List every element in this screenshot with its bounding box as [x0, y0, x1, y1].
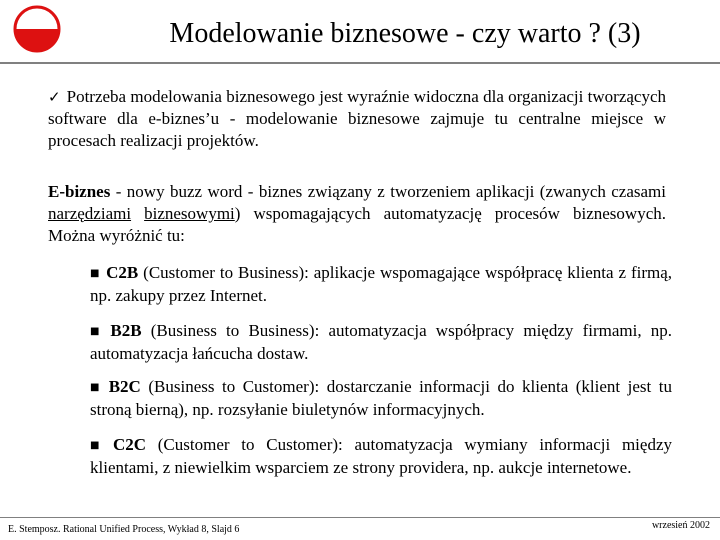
definition-text-pre: - nowy buzz word - biznes związany z tworzeniem aplikacji (zwanych czasami [110, 182, 666, 201]
square-bullet-icon: ■ [90, 326, 105, 337]
bullet-code: B2B [110, 321, 142, 340]
intro-paragraph [48, 86, 666, 152]
square-bullet-icon: ■ [90, 440, 107, 451]
definition-text-between [131, 204, 144, 223]
square-bullet-icon: ■ [90, 382, 103, 393]
footer-divider [0, 517, 720, 518]
bullet-text: (Customer to Customer): automatyzacja wymiany informacji między klientami, z niewielkim wsparciem ze strony providera, np. aukcje internetowe. [90, 435, 672, 477]
definition-underlined-2: biznesowymi [144, 204, 235, 223]
square-bullet-icon: ■ [90, 268, 101, 279]
footer-credit: E. Stemposz. Rational Unified Process, Wykład 8, Slajd 6 [8, 524, 240, 535]
bullet-item [90, 262, 672, 307]
title-divider [0, 62, 720, 64]
definition-text-post: ) wspomagających automatyzację procesów biznesowych. Można wyróżnić tu: [48, 204, 666, 245]
bullet-text: (Business to Business): automatyzacja współpracy między firmami, np. automatyzacja łańcucha dostaw. [90, 321, 673, 363]
bullet-item [90, 320, 672, 365]
bullet-text: (Customer to Business): aplikacje wspomagające współpracę klienta z firmą, np. zakupy przez Internet. [90, 263, 673, 305]
bullet-item [90, 376, 672, 421]
bullet-code: B2C [108, 377, 141, 396]
bullet-code: C2C [112, 435, 147, 454]
bullet-code: C2B [106, 263, 139, 282]
page-title: Modelowanie biznesowe - czy warto ? (3) [169, 18, 641, 49]
footer-date: wrzesień 2002 [651, 520, 710, 531]
definition-paragraph [48, 181, 666, 247]
definition-underlined-1: narzędziami [48, 204, 132, 223]
bullet-text: (Business to Customer): dostarczanie informacji do klienta (klient jest tu stroną bierną), np. rozsyłanie biuletynów informacyjnych. [90, 377, 672, 419]
bullet-item [90, 434, 672, 479]
definition-term: E-biznes [48, 182, 111, 201]
checkmark-icon: ✓ [48, 88, 61, 106]
intro-text: Potrzeba modelowania biznesowego jest wyraźnie widoczna dla organizacji tworzących software dla e-biznes’u - modelowanie biznesowe zajmuje tu centralne miejsce w procesach realizacji projektów. [48, 87, 666, 150]
